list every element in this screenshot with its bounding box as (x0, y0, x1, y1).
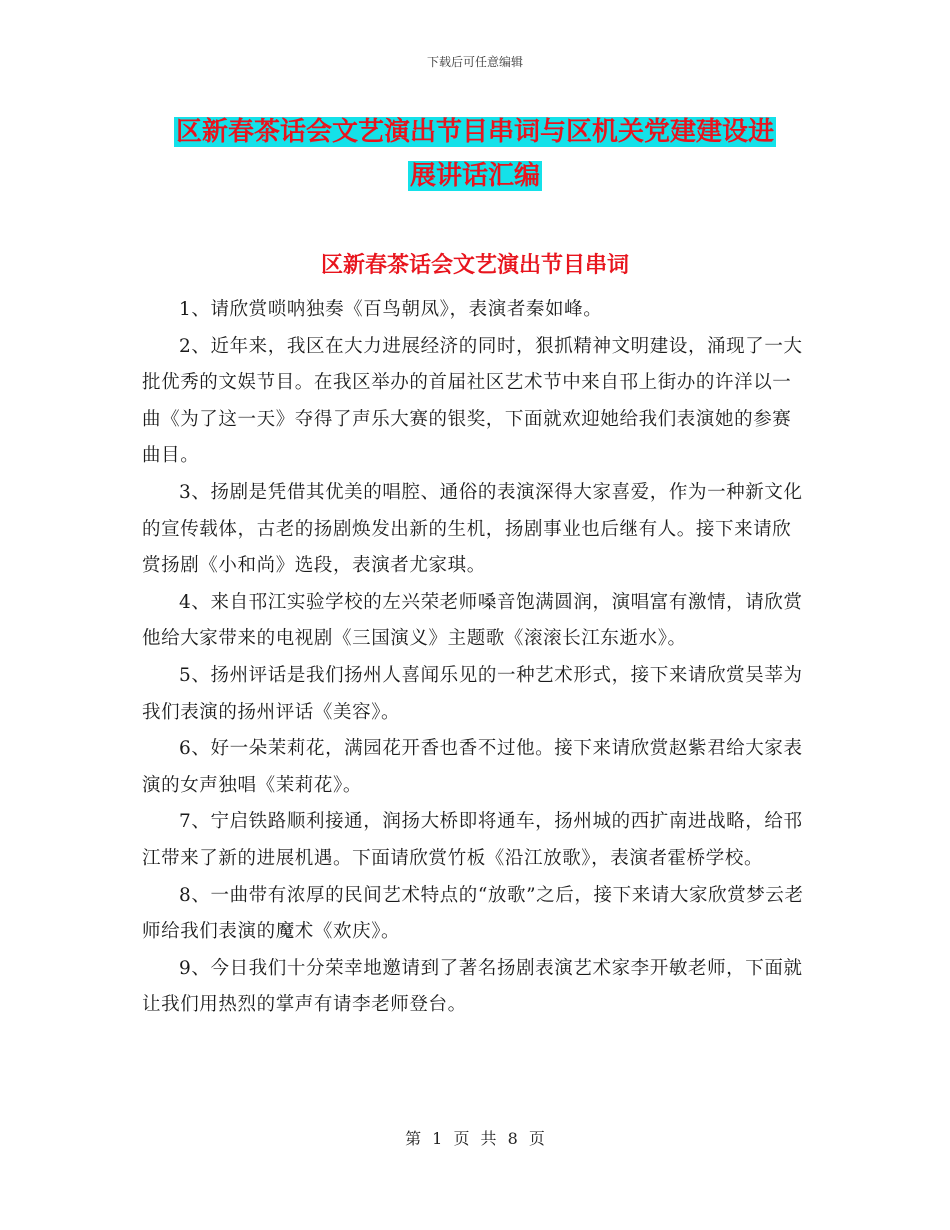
page-number-footer: 第 1 页 共 8 页 (405, 1129, 545, 1148)
paragraph-6: 6、好一朵茉莉花，满园花开香也香不过他。接下来请欣赏赵紫君给大家表演的女声独唱《茉莉花》。 (142, 738, 803, 796)
header-note: 下载后可任意编辑 (426, 55, 523, 69)
paragraph-7: 7、宁启铁路顺利接通，润扬大桥即将通车，扬州城的西扩南进战略，给邗江带来了新的进展机遇。下面请欣赏竹板《沿江放歌》，表演者霍桥学校。 (142, 811, 803, 869)
paragraph-2: 2、近年来，我区在大力进展经济的同时，狠抓精神文明建设，涌现了一大批优秀的文娱节目。在我区举办的首届社区艺术节中来自邗上街办的许洋以一曲《为了这一天》夺得了声乐大赛的银奖，下面就欢迎她给我们表演她的参赛曲目。 (142, 335, 803, 467)
document-title (0, 110, 950, 198)
document-title-line-1: 区新春茶话会文艺演出节目串词与区机关党建建设进 (175, 117, 774, 147)
paragraph-9: 9、今日我们十分荣幸地邀请到了著名扬剧表演艺术家李开敏老师，下面就让我们用热烈的掌声有请李老师登台。 (142, 957, 803, 1016)
document-title-line-2: 展讲话汇编 (409, 161, 540, 191)
section-title: 区新春茶话会文艺演出节目串词 (320, 253, 629, 278)
paragraph-4: 4、来自邗江实验学校的左兴荣老师嗓音饱满圆润，演唱富有激情，请欣赏他给大家带来的电视剧《三国演义》主题歌《滚滚长江东逝水》。 (142, 591, 803, 650)
paragraph-3: 3、扬剧是凭借其优美的唱腔、通俗的表演深得大家喜爱，作为一种新文化的宣传载体，古老的扬剧焕发出新的生机，扬剧事业也后继有人。接下来请欣赏扬剧《小和尚》选段，表演者尤家琪。 (142, 481, 803, 577)
program-script-body (142, 292, 810, 1024)
paragraph-8: 8、一曲带有浓厚的民间艺术特点的“放歌”之后，接下来请大家欣赏梦云老师给我们表演的魔术《欢庆》。 (142, 884, 804, 943)
paragraph-5: 5、扬州评话是我们扬州人喜闻乐见的一种艺术形式，接下来请欣赏吴莘为我们表演的扬州评话《美容》。 (142, 664, 803, 723)
paragraph-1: 1、请欣赏唢呐独奏《百鸟朝凤》，表演者秦如峰。 (179, 299, 603, 320)
